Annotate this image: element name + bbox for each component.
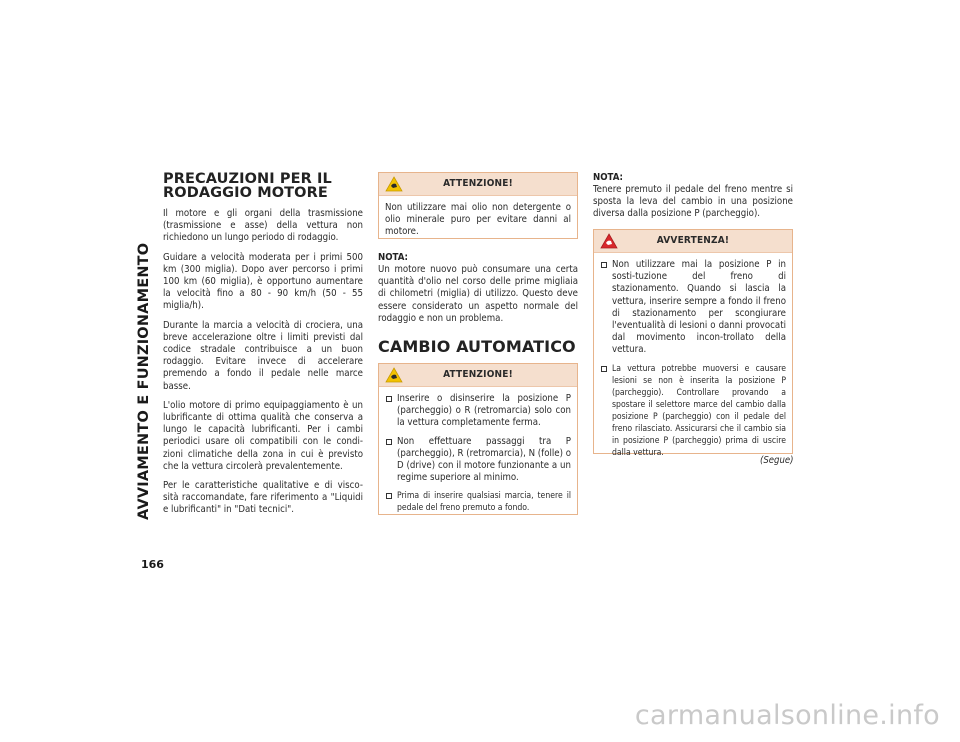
warning-text: Non utilizzare mai olio non detergente o olio minerale puro per evitare danni al motore. [385, 202, 571, 238]
warning-list [385, 393, 571, 514]
note-brake [593, 172, 793, 228]
list-item: Non effettuare passaggi tra P (parcheggio), R (retromarcia), N (folle) o D (drive) con il motore funzionante a un regime superiore al minimo. [385, 436, 571, 485]
warning-box-oil [378, 172, 578, 239]
note-text: Tenere premuto il pedale del freno mentre si sposta la leva del cambio in una posizione diversa dalla posizione P (parcheggio). [593, 184, 793, 220]
warning-title: AVVERTENZA! [656, 235, 730, 246]
paragraph: L'olio motore di primo equipaggiamento è un lubrificante di ottima qualità che conserva a lungo le capacità lubrificanti. Per i cambi periodici usare oli compatibili con le condi-zioni climatiche della zona in cui è previsto che la vettura circolerà prevalentemente. [163, 399, 363, 472]
list-item: La vettura potrebbe muoversi e causare lesioni se non è inserita la posizione P (parcheggio). Controllare provando a spostare il selettore marce del cambio dalla posizione P (parcheggio) con il pedale del freno rilasciato. Assicurarsi che il cambio sia in posizione P (parcheggio) prima di uscire dalla vettura. [600, 363, 786, 459]
note-label: NOTA: [593, 172, 624, 183]
note-label: NOTA: [378, 252, 409, 263]
warning-title: ATTENZIONE! [443, 369, 513, 380]
section-title-rodaggio: PRECAUZIONI PER IL RODAGGIO MOTORE [163, 171, 332, 201]
warning-title: ATTENZIONE! [443, 178, 513, 189]
note-text: Un motore nuovo può consumare una certa quantità d'olio nel corso delle prime migliaia di chilometri (miglia) di utilizzo. Questo deve essere considerato un aspetto normale del rodaggio e non un problema. [378, 264, 578, 324]
warning-header [379, 364, 577, 387]
continued-label: (Segue) [760, 455, 794, 466]
list-item: Prima di inserire qualsiasi marcia, tenere il pedale del freno premuto a fondo. [385, 490, 571, 514]
paragraph: Guidare a velocità moderata per i primi 500 km (300 miglia). Dopo aver percorso i primi 100 km (60 miglia), è opportuno aumentare la velocità fino a 80 - 90 km/h (50 - 55 miglia/h). [163, 251, 363, 312]
section-cambio [378, 338, 578, 364]
warning-box-cambio [378, 363, 578, 515]
warning-header [594, 230, 792, 253]
paragraph: Durante la marcia a velocità di crociera, una breve accelerazione oltre i limiti previsti dal codice stradale contribuisce a un buon rodaggio. Evitare invece di accelerare premendo a fondo il pedale nelle marce basse. [163, 319, 363, 392]
warning-box-park [593, 229, 793, 458]
paragraph: Il motore e gli organi della trasmissione (trasmissione e asse) della vettura non richiedono un lungo periodo di rodaggio. [163, 208, 363, 244]
list-item: Inserire o disinserire la posizione P (parcheggio) o R (retromarcia) solo con la vettura completamente ferma. [385, 393, 571, 430]
warning-header [379, 173, 577, 196]
page-number: 166 [141, 558, 164, 571]
watermark-text: carmanualsonline.info [634, 700, 940, 731]
warning-list [600, 259, 786, 459]
section-title-cambio: CAMBIO AUTOMATICO [378, 337, 576, 356]
chapter-side-title: AVVIAMENTO E FUNZIONAMENTO [136, 242, 152, 520]
paragraph: Per le caratteristiche qualitative e di visco-sità raccomandate, fare riferimento a "Liquidi e lubrificanti" in "Dati tecnici". [163, 480, 363, 516]
note-oil [378, 252, 578, 332]
list-item: Non utilizzare mai la posizione P in sosti-tuzione del freno di stazionamento. Quando si lascia la vettura, inserire sempre a fondo il freno di stazionamento per scongiurare l'eventualità di lesioni o danni provocati dal movimento incon-trollato della vettura. [600, 259, 786, 357]
column-1 [163, 172, 363, 524]
